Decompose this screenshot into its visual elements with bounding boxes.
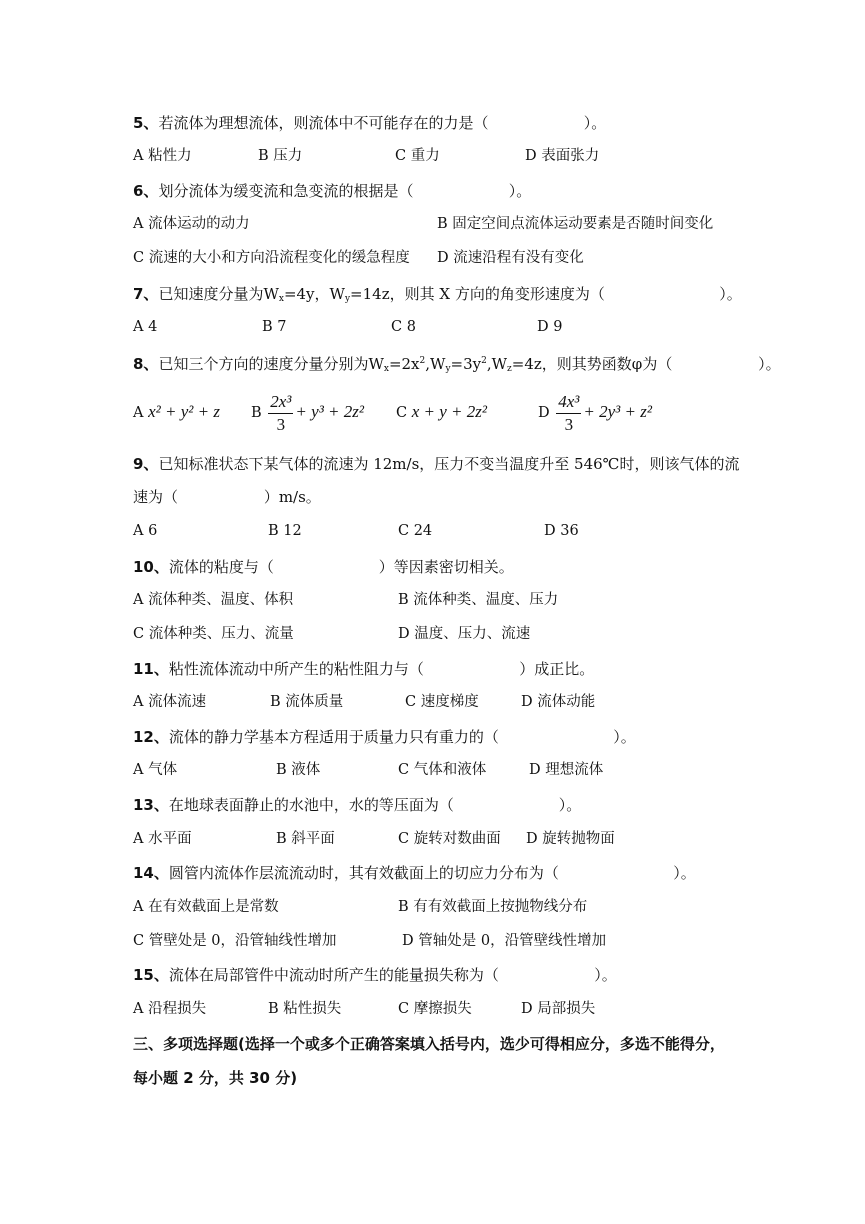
question-9-stem-continued: 速为（ ）m/s。 <box>133 488 321 506</box>
formula-c: x + y + 2z² <box>411 402 487 421</box>
option-b: B 压力 <box>258 148 303 164</box>
option-d: D 流速沿程有没有变化 <box>437 250 584 266</box>
option-b: B 粘性损失 <box>268 1001 342 1017</box>
question-text: 圆管内流体作层流流动时，其有效截面上的切应力分布为（ ）。 <box>168 864 696 882</box>
question-number: 12、 <box>133 728 169 746</box>
option-b: B 12 <box>268 523 302 539</box>
option-d: D $\frac{\text{4x³}}{3}$ + 2y³ + z² <box>538 391 652 434</box>
option-b: B 液体 <box>276 762 321 778</box>
question-number: 7、 <box>133 285 159 303</box>
question-text: 在地球表面静止的水池中，水的等压面为（ ）。 <box>168 796 582 814</box>
formula-d-denominator: 3 <box>564 414 574 434</box>
option-d: D 局部损失 <box>521 1001 596 1017</box>
formula-d-numerator: 4x³ <box>556 391 581 414</box>
question-number: 10、 <box>133 558 169 576</box>
option-c: C 8 <box>391 319 416 335</box>
option-d: D 旋转抛物面 <box>526 831 615 847</box>
question-text: 流体的静力学基本方程适用于质量力只有重力的（ ）。 <box>168 728 636 746</box>
option-c: C 流速的大小和方向沿流程变化的缓急程度 <box>133 250 410 266</box>
formula-b-numerator: 2x³ <box>268 391 293 414</box>
question-number: 13、 <box>133 796 169 814</box>
question-text: 划分流体为缓变流和急变流的根据是（ ）。 <box>158 182 532 200</box>
question-text: 已知标准状态下某气体的流速为 12m/s，压力不变当温度升至 546℃时，则该气体的流 <box>158 455 740 473</box>
option-d: D 管轴处是 0，沿管壁线性增加 <box>402 933 607 949</box>
question-5-stem <box>133 113 606 134</box>
question-9-stem <box>133 454 739 475</box>
option-b: B 流体种类、温度、压力 <box>398 592 559 608</box>
question-number: 15、 <box>133 966 169 984</box>
option-d: D 温度、压力、流速 <box>398 626 531 642</box>
question-text: 若流体为理想流体，则流体中不可能存在的力是（ ）。 <box>158 114 607 132</box>
option-d: D 36 <box>544 523 579 539</box>
option-d: D 流体动能 <box>521 694 596 710</box>
option-a: A 6 <box>133 523 158 539</box>
section-heading-continued: 每小题 2 分，共 30 分) <box>133 1069 298 1087</box>
option-c: C 24 <box>398 523 433 539</box>
option-b: B 流体质量 <box>270 694 344 710</box>
option-b: B 有有效截面上按抛物线分布 <box>398 899 588 915</box>
option-c: C 摩擦损失 <box>398 1001 472 1017</box>
question-text: 流体的粘度与（ ）等因素密切相关。 <box>168 558 514 576</box>
option-a: A 粘性力 <box>133 148 192 164</box>
option-b: B $\frac{\text{2x³}}{3}$ + y³ + 2z² <box>251 391 364 434</box>
formula-d-rest: + 2y³ + z² <box>583 402 652 421</box>
question-number: 9、 <box>133 455 159 473</box>
option-a: A 水平面 <box>133 831 192 847</box>
question-13-stem <box>133 795 581 816</box>
question-text: 粘性流体流动中所产生的粘性阻力与（ ）成正比。 <box>168 660 595 678</box>
option-b: B 固定空间点流体运动要素是否随时间变化 <box>437 216 714 232</box>
question-text: 已知速度分量为$W_x=4y$，$W_y=14z$，则其 X 方向的角变形速度为（ ）。 <box>158 285 742 304</box>
option-a: A x² + y² + z <box>133 402 220 421</box>
option-c: C 流体种类、压力、流量 <box>133 626 294 642</box>
question-number: 6、 <box>133 182 159 200</box>
option-c: C 重力 <box>395 148 440 164</box>
question-number: 11、 <box>133 660 169 678</box>
question-10-stem <box>133 557 514 578</box>
question-text: 流体在局部管件中流动时所产生的能量损失称为（ ）。 <box>168 966 617 984</box>
option-b: B 7 <box>262 319 287 335</box>
option-d: D 表面张力 <box>525 148 600 164</box>
option-a: A 在有效截面上是常数 <box>133 899 279 915</box>
option-a: A 流体运动的动力 <box>133 216 250 232</box>
question-11-stem <box>133 659 594 680</box>
option-d: D 9 <box>537 319 563 335</box>
question-number: 8、 <box>133 355 159 373</box>
formula-a: x² + y² + z <box>148 402 220 421</box>
option-c: C 气体和液体 <box>398 762 487 778</box>
option-b: B 斜平面 <box>276 831 335 847</box>
option-a: A 沿程损失 <box>133 1001 207 1017</box>
section-heading: 三、多项选择题(选择一个或多个正确答案填入括号内，选少可得相应分，多选不能得分， <box>133 1035 725 1053</box>
question-8-stem <box>133 351 781 379</box>
option-a: A 流体种类、温度、体积 <box>133 592 294 608</box>
question-6-stem <box>133 181 531 202</box>
option-a: A 4 <box>133 319 158 335</box>
formula-b-rest: + y³ + 2z² <box>295 402 364 421</box>
option-c: C 速度梯度 <box>405 694 479 710</box>
option-c: C x + y + 2z² <box>396 402 487 421</box>
option-c: C 旋转对数曲面 <box>398 831 501 847</box>
question-15-stem <box>133 965 617 986</box>
option-c: C 管壁处是 0，沿管轴线性增加 <box>133 933 337 949</box>
option-a: A 流体流速 <box>133 694 207 710</box>
question-7-stem <box>133 284 742 309</box>
option-d: D 理想流体 <box>529 762 604 778</box>
option-a: A 气体 <box>133 762 178 778</box>
question-text: 已知三个方向的速度分量分别为$W_x=2x^2,W_y=3y^2,W_z=4z$，则其势函数φ为（ ）。 <box>158 355 781 374</box>
formula-b-denominator: 3 <box>276 414 286 434</box>
question-12-stem <box>133 727 636 748</box>
question-number: 5、 <box>133 114 159 132</box>
question-number: 14、 <box>133 864 169 882</box>
question-14-stem <box>133 863 696 884</box>
